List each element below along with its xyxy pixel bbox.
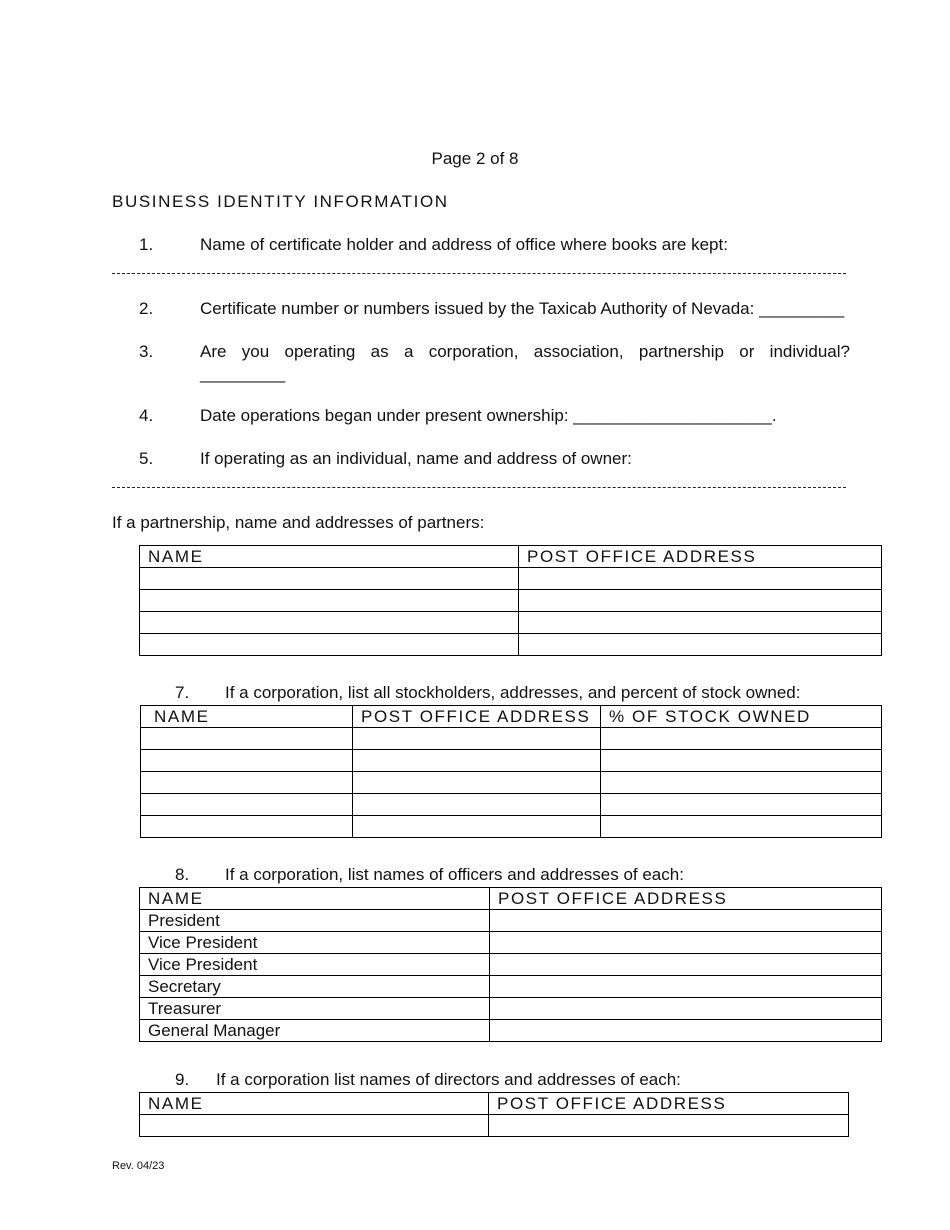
table-row (140, 1020, 882, 1042)
item-5-text: If operating as an individual, name and address of owner: (200, 449, 632, 468)
page-number: Page 2 of 8 (431, 149, 519, 168)
table-row (141, 772, 882, 794)
address-cell[interactable] (353, 750, 601, 772)
address-cell[interactable] (490, 932, 882, 954)
item-8-number: 8. (175, 865, 190, 884)
address-cell[interactable] (353, 794, 601, 816)
table-row (141, 816, 882, 838)
officer-secretary-label: Secretary (140, 976, 490, 998)
officer-general-manager-label: General Manager (140, 1020, 490, 1042)
item-7-number: 7. (175, 683, 190, 702)
table-row (140, 612, 882, 634)
item-5-answer-line[interactable] (112, 487, 846, 488)
address-column-header: POST OFFICE ADDRESS (519, 546, 882, 568)
table-row (140, 634, 882, 656)
stock-percent-cell[interactable] (601, 772, 882, 794)
item-9-number: 9. (175, 1070, 190, 1089)
table-row (140, 910, 882, 932)
stock-percent-cell[interactable] (601, 750, 882, 772)
officer-president-label: President (140, 910, 490, 932)
table-row (141, 728, 882, 750)
address-cell[interactable] (353, 772, 601, 794)
stock-percent-cell[interactable] (601, 794, 882, 816)
name-cell[interactable] (140, 634, 519, 656)
table-header-row (140, 1093, 849, 1115)
address-cell[interactable] (490, 910, 882, 932)
name-cell[interactable] (140, 612, 519, 634)
table-row (140, 1115, 849, 1137)
item-3-number: 3. (139, 342, 154, 361)
address-cell[interactable] (490, 1020, 882, 1042)
table-row (140, 954, 882, 976)
table-row (141, 794, 882, 816)
item-3-answer-blank[interactable]: _________ (200, 364, 286, 383)
officer-vice-president-2-label: Vice President (140, 954, 490, 976)
item-8-text: If a corporation, list names of officers and addresses of each: (225, 865, 684, 884)
address-cell[interactable] (519, 612, 882, 634)
table-header-row (141, 706, 882, 728)
partners-table (139, 545, 882, 656)
item-1-text: Name of certificate holder and address of office where books are kept: (200, 235, 728, 254)
name-cell[interactable] (141, 750, 353, 772)
address-cell[interactable] (353, 816, 601, 838)
table-row (140, 932, 882, 954)
officer-treasurer-label: Treasurer (140, 998, 490, 1020)
table-row (140, 998, 882, 1020)
address-cell[interactable] (490, 976, 882, 998)
address-cell[interactable] (353, 728, 601, 750)
address-cell[interactable] (489, 1115, 849, 1137)
revision-footer: Rev. 04/23 (112, 1160, 165, 1172)
directors-table (139, 1092, 849, 1137)
item-1-number: 1. (139, 235, 154, 254)
table-row (140, 568, 882, 590)
stock-percent-column-header: % OF STOCK OWNED (601, 706, 882, 728)
address-cell[interactable] (519, 590, 882, 612)
officers-table (139, 887, 882, 1042)
address-column-header: POST OFFICE ADDRESS (490, 888, 882, 910)
item-7-text: If a corporation, list all stockholders, addresses, and percent of stock owned: (225, 683, 801, 702)
item-1-answer-line[interactable] (112, 273, 846, 274)
name-cell[interactable] (140, 1115, 489, 1137)
partnership-intro: If a partnership, name and addresses of partners: (112, 513, 485, 532)
name-cell[interactable] (141, 772, 353, 794)
table-header-row (140, 546, 882, 568)
item-2-number: 2. (139, 299, 154, 318)
name-cell[interactable] (141, 728, 353, 750)
name-cell[interactable] (141, 816, 353, 838)
address-cell[interactable] (519, 568, 882, 590)
name-cell[interactable] (141, 794, 353, 816)
item-4-text: Date operations began under present ownership: _____________________. (200, 406, 777, 425)
item-5-number: 5. (139, 449, 154, 468)
table-row (140, 590, 882, 612)
item-9-text: If a corporation list names of directors and addresses of each: (216, 1070, 681, 1089)
name-column-header: NAME (140, 888, 490, 910)
table-header-row (140, 888, 882, 910)
section-title: BUSINESS IDENTITY INFORMATION (112, 192, 449, 211)
item-2-text: Certificate number or numbers issued by the Taxicab Authority of Nevada: _________ (200, 299, 845, 318)
item-4-number: 4. (139, 406, 154, 425)
address-column-header: POST OFFICE ADDRESS (489, 1093, 849, 1115)
stockholders-table (140, 705, 882, 838)
table-row (141, 750, 882, 772)
name-column-header: NAME (141, 706, 353, 728)
address-cell[interactable] (519, 634, 882, 656)
stock-percent-cell[interactable] (601, 816, 882, 838)
name-cell[interactable] (140, 590, 519, 612)
name-cell[interactable] (140, 568, 519, 590)
item-3-text: Are you operating as a corporation, association, partnership or individual? (200, 342, 850, 361)
address-cell[interactable] (490, 954, 882, 976)
officer-vice-president-label: Vice President (140, 932, 490, 954)
name-column-header: NAME (140, 546, 519, 568)
name-column-header: NAME (140, 1093, 489, 1115)
stock-percent-cell[interactable] (601, 728, 882, 750)
table-row (140, 976, 882, 998)
address-cell[interactable] (490, 998, 882, 1020)
address-column-header: POST OFFICE ADDRESS (353, 706, 601, 728)
